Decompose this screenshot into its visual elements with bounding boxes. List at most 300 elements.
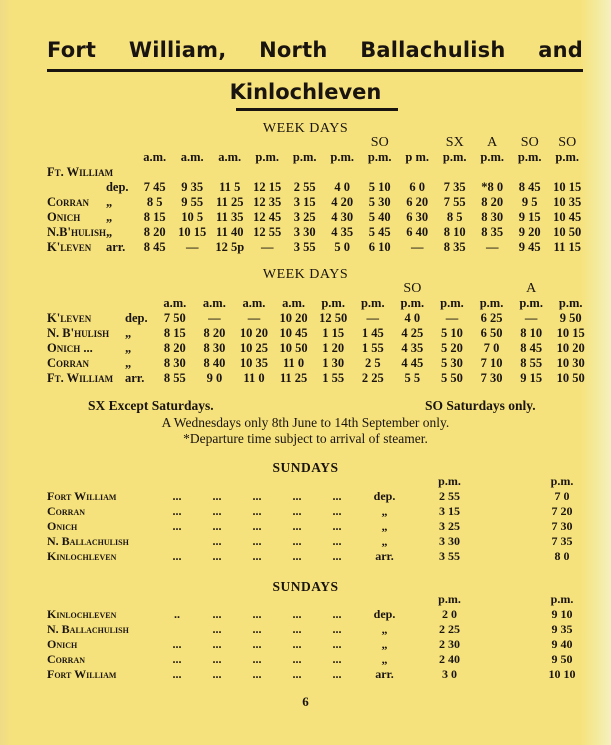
blank: [47, 150, 106, 165]
time-cell: 8 55: [520, 356, 543, 370]
dot-leader: ...: [332, 652, 342, 666]
period-label: a.m.: [202, 296, 226, 310]
time-cell: 9 0: [206, 371, 223, 385]
service-code: [136, 135, 174, 150]
station-name: [47, 180, 106, 195]
period-label: p.m.: [440, 296, 464, 310]
blank: [357, 474, 412, 489]
time-cell: 2 55: [439, 489, 460, 503]
dot-leader: ...: [212, 489, 222, 503]
timetable-row: [47, 341, 591, 356]
dot-leader: [157, 622, 197, 637]
dep-arr-mark: dep.: [373, 489, 396, 503]
service-code: [155, 281, 195, 296]
time-cell: 9 5: [521, 195, 538, 209]
dot-leader: ...: [172, 549, 182, 563]
blank: [487, 504, 537, 519]
dep-arr-mark: „: [381, 519, 388, 533]
time-cell: 9 15: [520, 371, 543, 385]
time-cell: 8 20: [203, 326, 226, 340]
sundays-return-table: [47, 592, 587, 682]
time-cell: 11 15: [553, 240, 581, 254]
station-name: Corran: [47, 195, 90, 209]
dot-leader: ...: [332, 504, 342, 518]
time-cell: 12 15: [253, 180, 282, 194]
time-cell: 7 10: [480, 356, 503, 370]
time-cell: 8 20: [163, 341, 186, 355]
time-cell: —: [445, 311, 459, 325]
service-code: SO: [558, 135, 577, 150]
time-cell: 9 40: [551, 637, 573, 651]
dep-arr-mark: „: [105, 210, 113, 224]
dot-leader: ...: [292, 504, 302, 518]
blank: [487, 637, 537, 652]
dot-leader: ...: [332, 489, 342, 503]
station-name: Corran: [47, 652, 85, 666]
timetable-row: [47, 519, 587, 534]
time-cell: 8 20: [143, 225, 166, 239]
station-name: N.B'hulish: [47, 225, 106, 239]
timetable-row: [47, 195, 586, 210]
service-code: [398, 135, 436, 150]
timetable-row: [47, 311, 591, 326]
time-cell: 5 30: [441, 356, 463, 370]
period-label: a.m.: [163, 296, 187, 310]
dot-leader: ...: [172, 637, 182, 651]
time-cell: 8 15: [143, 210, 166, 224]
dot-leader: ...: [212, 549, 222, 563]
time-cell: 9 20: [518, 225, 541, 239]
time-cell: 1 20: [322, 341, 345, 355]
period-label: a.m.: [218, 150, 242, 164]
page-number: 6: [302, 694, 309, 709]
period-label: p.m.: [400, 296, 425, 310]
service-code: [353, 281, 393, 296]
time-cell: 7 45: [143, 180, 166, 194]
time-cell: 9 10: [551, 607, 573, 621]
title-word: William,: [128, 38, 227, 62]
station-name: Onich ...: [47, 341, 93, 355]
time-cell: 1 30: [322, 356, 345, 370]
dep-arr-mark: „: [125, 341, 132, 355]
time-cell: 3 30: [293, 225, 316, 239]
dep-arr-mark: „: [105, 195, 113, 209]
service-code: [551, 281, 591, 296]
dot-leader: ...: [172, 489, 182, 503]
time-cell: 8 35: [481, 225, 504, 239]
time-cell: 9 50: [559, 311, 582, 325]
dot-leader: ...: [212, 504, 222, 518]
service-code: [286, 135, 324, 150]
time-cell: 11 25: [279, 371, 308, 385]
dep-arr-mark: arr.: [375, 549, 394, 563]
time-cell: 7 35: [551, 534, 573, 548]
time-cell: —: [247, 311, 261, 325]
period-label: p.m.: [255, 150, 280, 164]
time-cell: 3 15: [439, 504, 460, 518]
time-cell: 12 35: [253, 195, 282, 209]
timetable-row: [47, 667, 587, 682]
sundays-heading: SUNDAYS: [272, 460, 339, 475]
time-cell: —: [410, 240, 424, 254]
blank: [47, 296, 125, 311]
time-cell: 9 35: [551, 622, 573, 636]
note-so: SO Saturdays only.: [425, 398, 536, 413]
blank: [487, 474, 537, 489]
time-cell: 11 0: [243, 371, 265, 385]
time-cell: 2 25: [361, 371, 384, 385]
time-cell: 8 15: [163, 326, 186, 340]
blank: [277, 474, 317, 489]
time-cell: 10 10: [548, 667, 576, 681]
blank: [357, 592, 412, 607]
time-cell: 5 50: [441, 371, 463, 385]
time-cell: 6 30: [406, 210, 429, 224]
time-cell: 9 15: [518, 210, 541, 224]
blank: [47, 592, 157, 607]
service-code: [211, 135, 249, 150]
blank: [487, 592, 537, 607]
dot-leader: ...: [172, 667, 182, 681]
blank: [487, 652, 537, 667]
service-code: [195, 281, 235, 296]
period-label: p.m.: [479, 296, 504, 310]
dot-leader: ...: [172, 652, 182, 666]
period-label: a.m.: [180, 150, 204, 164]
time-cell: 10 15: [556, 326, 585, 340]
dot-leader: ...: [332, 667, 342, 681]
period-label: p.m.: [438, 592, 461, 606]
service-code: [234, 281, 274, 296]
time-cell: 5 10: [368, 180, 391, 194]
time-cell: 8 45: [143, 240, 166, 254]
time-cell: 4 20: [331, 195, 354, 209]
dot-leader: ...: [252, 622, 262, 636]
time-cell: 1 55: [322, 371, 345, 385]
period-label: p.m.: [438, 474, 461, 488]
service-code: SO: [370, 135, 389, 150]
note-a: A Wednesdays only 8th June to 14th September only.: [161, 415, 450, 430]
time-cell: 8 30: [163, 356, 186, 370]
time-cell: 10 35: [239, 356, 269, 370]
dep-arr-mark: „: [381, 637, 388, 651]
blank: [317, 474, 357, 489]
time-cell: 2 5: [364, 356, 381, 370]
time-cell: 2 55: [293, 180, 316, 194]
time-cell: 3 30: [439, 534, 460, 548]
period-label: p.m.: [480, 150, 505, 164]
time-cell: 9 50: [551, 652, 573, 666]
periods-row: [47, 150, 586, 165]
time-cell: 1 15: [322, 326, 345, 340]
station-name: Ft. William: [47, 371, 114, 385]
dep-arr-mark: dep.: [373, 607, 396, 621]
time-cell: 8 40: [203, 356, 226, 370]
time-cell: —: [260, 240, 274, 254]
service-code: SX: [445, 135, 464, 150]
dep-arr-mark: „: [381, 534, 388, 548]
time-cell: 11 25: [216, 195, 244, 209]
time-cell: 7 30: [480, 371, 503, 385]
dep-arr-mark: „: [125, 356, 132, 370]
time-cell: 2 40: [439, 652, 460, 666]
service-code: SO: [520, 135, 539, 150]
blank: [317, 592, 357, 607]
blank: [277, 592, 317, 607]
time-cell: 10 15: [178, 225, 207, 239]
time-cell: 5 20: [441, 341, 463, 355]
dep-arr-mark: „: [381, 652, 388, 666]
station-name: Corran: [47, 356, 90, 370]
period-label: p.m.: [550, 592, 574, 606]
time-cell: 5 10: [441, 326, 463, 340]
time-cell: —: [366, 311, 380, 325]
dot-leader: ...: [212, 534, 222, 548]
dot-leader: ...: [332, 622, 342, 636]
time-cell: 8 55: [163, 371, 186, 385]
period-label: a.m.: [282, 296, 306, 310]
dot-leader: ...: [252, 637, 262, 651]
dep-arr-mark: dep.: [125, 311, 148, 325]
station-name: Corran: [47, 504, 85, 518]
page-title-line2: Kinlochleven: [229, 80, 382, 104]
dot-leader: ...: [252, 504, 262, 518]
station-name: Onich: [47, 637, 78, 651]
dot-leader: ...: [332, 519, 342, 533]
time-cell: 6 10: [368, 240, 391, 254]
period-label: p.m.: [330, 150, 355, 164]
dot-leader: ...: [172, 504, 182, 518]
time-cell: 3 25: [293, 210, 316, 224]
time-cell: 8 45: [520, 341, 543, 355]
timetable-row: [47, 326, 591, 341]
dot-leader: ...: [252, 667, 262, 681]
dot-leader: ...: [292, 622, 302, 636]
time-cell: 8 10: [520, 326, 543, 340]
station-name: Onich: [47, 519, 78, 533]
title-word: Fort: [47, 38, 97, 62]
time-cell: 2 25: [439, 622, 460, 636]
blank: [125, 281, 155, 296]
blank: [487, 534, 537, 549]
time-cell: 8 30: [203, 341, 226, 355]
blank: [487, 607, 537, 622]
dot-leader: ...: [212, 667, 222, 681]
periods-row: [47, 296, 591, 311]
time-cell: 3 55: [439, 549, 460, 563]
time-cell: 4 35: [331, 225, 354, 239]
periods-row: [47, 592, 587, 607]
time-cell: 8 35: [443, 240, 466, 254]
station-name: K'leven: [47, 240, 92, 254]
period-label: p.m.: [550, 474, 574, 488]
blank: [197, 474, 237, 489]
time-cell: 10 30: [556, 356, 585, 370]
period-label: p.m.: [517, 150, 542, 164]
service-code: [173, 135, 211, 150]
time-cell: 1 45: [361, 326, 384, 340]
dot-leader: ...: [252, 519, 262, 533]
blank: [197, 592, 237, 607]
blank: [487, 519, 537, 534]
time-cell: 10 5: [181, 210, 204, 224]
dot-leader: ...: [292, 549, 302, 563]
dot-leader: ...: [212, 637, 222, 651]
service-code: [432, 281, 472, 296]
time-cell: 4 0: [404, 311, 421, 325]
service-code: A: [487, 135, 498, 150]
time-cell: 6 40: [406, 225, 429, 239]
time-cell: 10 45: [279, 326, 308, 340]
time-cell: *8 0: [481, 180, 504, 194]
page-title: [47, 38, 583, 62]
time-cell: 10 20: [556, 341, 585, 355]
timetable-row: [47, 371, 591, 386]
codes-row: [47, 281, 591, 296]
period-label: p.m.: [292, 150, 317, 164]
period-label: p m.: [405, 150, 430, 164]
time-cell: 10 25: [239, 341, 269, 355]
time-cell: —: [185, 240, 199, 254]
time-cell: 3 15: [293, 195, 316, 209]
time-cell: 7 0: [554, 489, 570, 503]
time-cell: 7 30: [551, 519, 573, 533]
time-cell: —: [524, 311, 538, 325]
period-label: a.m.: [242, 296, 266, 310]
time-cell: 8 45: [518, 180, 541, 194]
dep-arr-mark: arr.: [105, 240, 126, 254]
period-label: p.m.: [519, 296, 543, 310]
time-cell: 7 0: [483, 341, 500, 355]
time-cell: —: [485, 240, 499, 254]
time-cell: 8 0: [554, 549, 570, 563]
codes-row: [47, 135, 586, 150]
period-label: p.m.: [558, 296, 583, 310]
timetable-row: [47, 240, 586, 255]
dep-arr-mark: „: [125, 326, 132, 340]
time-cell: 8 10: [443, 225, 466, 239]
period-label: a.m.: [143, 150, 167, 164]
time-cell: 11 5: [219, 180, 241, 194]
time-cell: 6 25: [480, 311, 503, 325]
sundays-heading: SUNDAYS: [272, 579, 339, 594]
time-cell: 4 30: [331, 210, 354, 224]
blank: [106, 135, 136, 150]
dot-leader: ...: [292, 652, 302, 666]
dep-arr-mark: arr.: [375, 667, 394, 681]
time-cell: 5 30: [368, 195, 391, 209]
station-name: N. Ballachulish: [47, 534, 129, 548]
blank: [487, 489, 537, 504]
time-cell: 6 0: [409, 180, 426, 194]
time-cell: 10 45: [553, 210, 582, 224]
dot-leader: ...: [292, 607, 302, 621]
dot-leader: ...: [252, 652, 262, 666]
dot-leader: ...: [212, 519, 222, 533]
dot-leader: ...: [252, 534, 262, 548]
time-cell: 10 20: [239, 326, 269, 340]
station-row: [47, 165, 586, 180]
dot-leader: ...: [292, 489, 302, 503]
time-cell: 9 35: [181, 180, 204, 194]
time-cell: 4 25: [401, 326, 424, 340]
time-cell: 2 0: [442, 607, 457, 621]
time-cell: 7 35: [443, 180, 466, 194]
time-cell: 10 50: [556, 371, 585, 385]
sundays-outbound-table: [47, 474, 587, 564]
dep-arr-mark: „: [381, 504, 388, 518]
dot-leader: ...: [252, 489, 262, 503]
blank: [237, 592, 277, 607]
blank: [487, 549, 537, 564]
time-cell: 11 35: [216, 210, 244, 224]
title-word: Ballachulish: [360, 38, 506, 62]
dep-arr-mark: arr.: [125, 371, 145, 385]
blank: [47, 281, 125, 296]
time-cell: 4 45: [401, 356, 424, 370]
service-code: A: [526, 281, 537, 296]
time-cell: 8 30: [481, 210, 504, 224]
timetable-row: [47, 652, 587, 667]
time-cell: 8 20: [481, 195, 504, 209]
period-label: p.m.: [442, 150, 467, 164]
dep-arr-mark: dep.: [105, 180, 129, 194]
time-cell: 12 50: [319, 311, 348, 325]
time-cell: 6 20: [406, 195, 429, 209]
time-cell: 11 0: [282, 356, 305, 370]
timetable-row: [47, 622, 587, 637]
blank: [487, 622, 537, 637]
time-cell: 10 15: [553, 180, 582, 194]
station-name: Onich: [47, 210, 81, 224]
time-cell: 10 50: [553, 225, 582, 239]
timetable-row: [47, 356, 591, 371]
station-name: Fort William: [47, 489, 117, 503]
periods-row: [47, 474, 587, 489]
dot-leader: ...: [172, 519, 182, 533]
blank: [106, 150, 136, 165]
timetable-row: [47, 607, 587, 622]
timetable-row: [47, 534, 587, 549]
timetable-row: [47, 489, 587, 504]
time-cell: 4 0: [334, 180, 351, 194]
time-cell: 2 30: [439, 637, 460, 651]
service-code: [313, 281, 353, 296]
time-cell: 8 5: [146, 195, 163, 209]
time-cell: 11 40: [216, 225, 244, 239]
dot-leader: [157, 534, 197, 549]
title-word: North: [259, 38, 328, 62]
blank: [47, 474, 157, 489]
time-cell: 4 35: [401, 341, 424, 355]
time-cell: 7 50: [163, 311, 186, 325]
station-name: N. Ballachulish: [47, 622, 129, 636]
period-label: p.m.: [321, 296, 345, 310]
blank: [237, 474, 277, 489]
time-cell: 5 0: [334, 240, 351, 254]
time-cell: 1 55: [361, 341, 384, 355]
title-rule: [236, 108, 398, 111]
blank: [47, 135, 106, 150]
dep-arr-mark: „: [105, 225, 113, 239]
period-label: p.m.: [367, 150, 392, 164]
service-code: [248, 135, 286, 150]
time-cell: 5 5: [404, 371, 421, 385]
time-cell: 10 20: [279, 311, 308, 325]
time-cell: 12 5p: [215, 240, 245, 254]
time-cell: 9 45: [518, 240, 541, 254]
timetable-row: [47, 180, 586, 195]
